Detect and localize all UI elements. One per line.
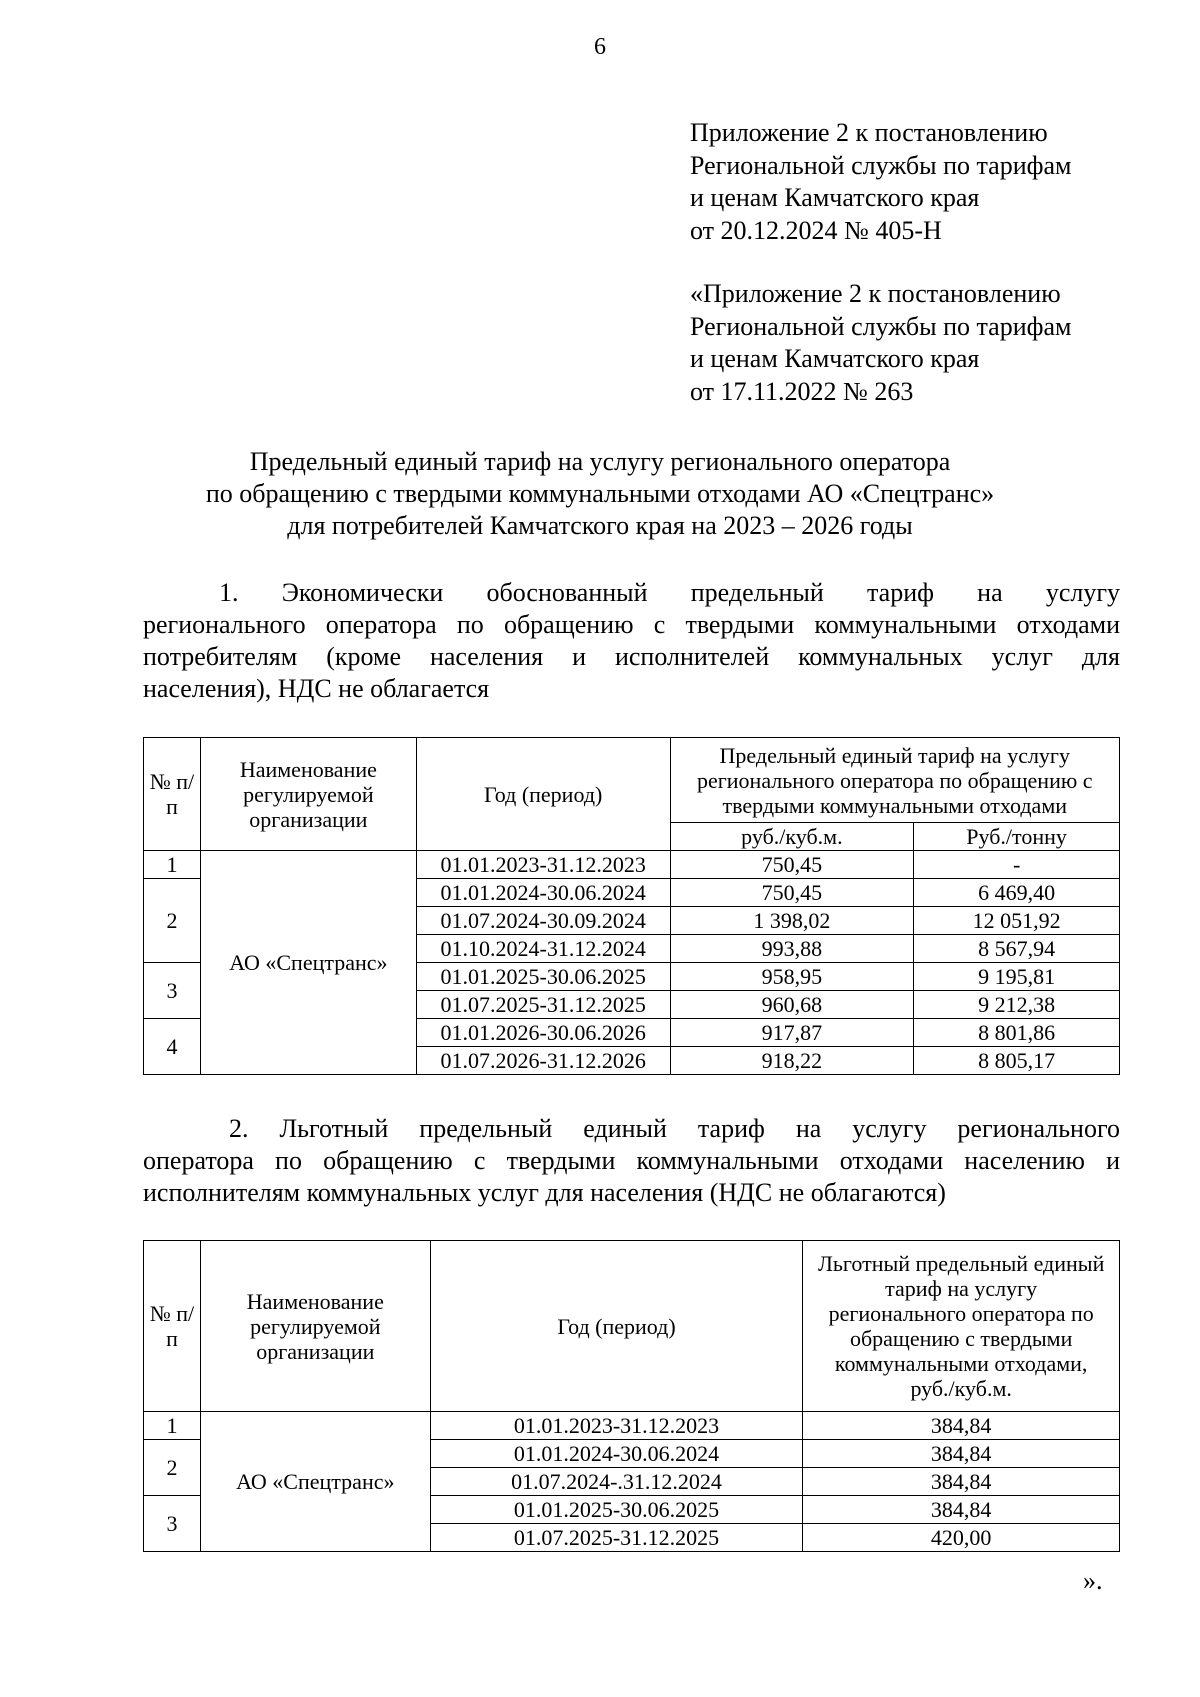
header-organization: Наименование регулируемой организации xyxy=(200,738,416,851)
value-cubic: 917,87 xyxy=(670,1019,914,1047)
section-1-line: регионального оператора по обращению с твердыми коммунальными отходами xyxy=(143,610,1120,639)
title-line: для потребителей Камчатского края на 2023 – 2026 годы xyxy=(287,511,913,540)
period-cell: 01.10.2024-31.12.2024 xyxy=(416,935,670,963)
group-number: 2 xyxy=(144,1440,201,1496)
appendix-line: от 17.11.2022 № 263 xyxy=(690,376,914,406)
organization-cell: АО «Спецтранс» xyxy=(200,851,416,1075)
period-cell: 01.07.2025-31.12.2025 xyxy=(430,1524,803,1552)
page-number: 6 xyxy=(594,34,606,60)
appendix-line: и ценам Камчатского края xyxy=(690,183,980,212)
section-1-text xyxy=(143,577,1120,705)
header-num: № п/п xyxy=(144,738,201,851)
group-number: 1 xyxy=(144,1412,201,1440)
header-period: Год (период) xyxy=(416,738,670,851)
value-ton: - xyxy=(914,851,1120,879)
organization-cell: АО «Спецтранс» xyxy=(200,1412,430,1552)
group-number: 2 xyxy=(144,879,201,963)
section-1-line: населения), НДС не облагается xyxy=(143,674,490,703)
value-cubic: 960,68 xyxy=(670,991,914,1019)
period-cell: 01.01.2024-30.06.2024 xyxy=(430,1440,803,1468)
section-2-line: 2. Льготный предельный единый тариф на услугу регионального xyxy=(229,1114,1120,1143)
tariff-table-2 xyxy=(143,1240,1120,1552)
period-cell: 01.01.2024-30.06.2024 xyxy=(416,879,670,907)
section-2-line: исполнителям коммунальных услуг для населения (НДС не облагаются) xyxy=(143,1178,946,1207)
value-ton: 8 801,86 xyxy=(914,1019,1120,1047)
value-cubic: 958,95 xyxy=(670,963,914,991)
value-cubic: 750,45 xyxy=(670,851,914,879)
period-cell: 01.07.2025-31.12.2025 xyxy=(416,991,670,1019)
value-cubic: 384,84 xyxy=(803,1412,1120,1440)
period-cell: 01.01.2023-31.12.2023 xyxy=(430,1412,803,1440)
appendix-line: «Приложение 2 к постановлению xyxy=(690,279,1061,308)
value-ton: 12 051,92 xyxy=(914,907,1120,935)
value-cubic: 384,84 xyxy=(803,1496,1120,1524)
header-period: Год (период) xyxy=(430,1241,803,1412)
document-title xyxy=(100,446,1100,542)
header-tariff: Льготный предельный единый тариф на услугу регионального оператора по обращению с твердыми коммунальными отходами, руб./куб.м. xyxy=(803,1241,1120,1412)
appendix-header-quoted xyxy=(690,278,1071,408)
appendix-line: от 20.12.2024 № 405-Н xyxy=(690,215,942,245)
section-2-text xyxy=(143,1113,1120,1209)
value-cubic: 918,22 xyxy=(670,1047,914,1075)
value-cubic: 384,84 xyxy=(803,1440,1120,1468)
group-number: 1 xyxy=(144,851,201,879)
period-cell: 01.01.2025-30.06.2025 xyxy=(416,963,670,991)
section-1-line: 1. Экономически обоснованный предельный тариф на услугу xyxy=(219,578,1120,607)
group-number: 3 xyxy=(144,1496,201,1552)
closing-quote-mark: ». xyxy=(1083,1566,1103,1595)
table-row xyxy=(144,1412,1120,1440)
section-2-line: оператора по обращению с твердыми коммунальными отходами населению и xyxy=(143,1146,1120,1175)
value-cubic: 420,00 xyxy=(803,1524,1120,1552)
period-cell: 01.07.2026-31.12.2026 xyxy=(416,1047,670,1075)
value-ton: 9 195,81 xyxy=(914,963,1120,991)
appendix-line: и ценам Камчатского края xyxy=(690,344,980,373)
header-unit-cubic: руб./куб.м. xyxy=(670,823,914,851)
appendix-line: Приложение 2 к постановлению xyxy=(690,118,1048,147)
appendix-line: Региональной службы по тарифам xyxy=(690,150,1072,180)
value-cubic: 384,84 xyxy=(803,1468,1120,1496)
value-cubic: 1 398,02 xyxy=(670,907,914,935)
period-cell: 01.01.2023-31.12.2023 xyxy=(416,851,670,879)
value-ton: 8 805,17 xyxy=(914,1047,1120,1075)
header-tariff: Предельный единый тариф на услугу регионального оператора по обращению с твердыми коммунальными отходами xyxy=(670,738,1119,823)
period-cell: 01.07.2024-30.09.2024 xyxy=(416,907,670,935)
header-num: № п/п xyxy=(144,1241,201,1412)
group-number: 4 xyxy=(144,1019,201,1075)
period-cell: 01.01.2026-30.06.2026 xyxy=(416,1019,670,1047)
group-number: 3 xyxy=(144,963,201,1019)
title-line: Предельный единый тариф на услугу регионального оператора xyxy=(249,447,951,476)
value-ton: 6 469,40 xyxy=(914,879,1120,907)
value-ton: 9 212,38 xyxy=(914,991,1120,1019)
appendix-line: Региональной службы по тарифам xyxy=(690,311,1072,341)
table-row xyxy=(144,851,1120,879)
period-cell: 01.07.2024-.31.12.2024 xyxy=(430,1468,803,1496)
value-ton: 8 567,94 xyxy=(914,935,1120,963)
section-1-line: потребителям (кроме населения и исполнителей коммунальных услуг для xyxy=(143,642,1120,671)
header-unit-ton: Руб./тонну xyxy=(914,823,1120,851)
appendix-header-current xyxy=(690,117,1071,247)
period-cell: 01.01.2025-30.06.2025 xyxy=(430,1496,803,1524)
value-cubic: 993,88 xyxy=(670,935,914,963)
value-cubic: 750,45 xyxy=(670,879,914,907)
header-organization: Наименование регулируемой организации xyxy=(200,1241,430,1412)
title-line: по обращению с твердыми коммунальными отходами АО «Спецтранс» xyxy=(205,479,995,508)
tariff-table-1 xyxy=(143,737,1120,1075)
